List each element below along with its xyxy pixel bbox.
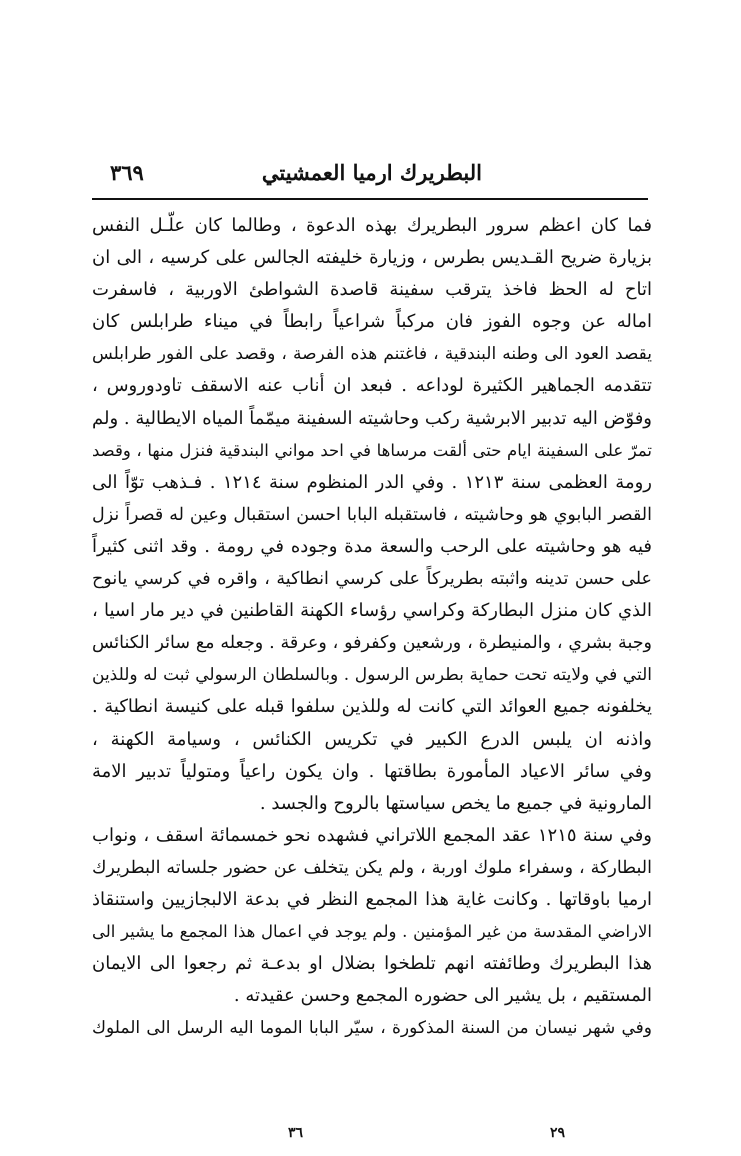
text-line: واذنه ان يلبس الدرع الكبير في تكريس الكنائس ، وسيامة الكهنة ، [92,728,652,750]
text-line: التي في ولايته تحت حماية بطرس الرسول . وبالسلطان الرسولي ثبت له وللذين [92,665,652,686]
text-line: فما كان اعظم سرور البطريرك بهذه الدعوة ، وطالما كان علّـل النفس [92,215,652,236]
text-line: المستقيم ، بل يشير الى حضوره المجمع وحسن عقيدته . [233,985,652,1007]
text-line: وفي سنة ١٢١٥ عقد المجمع اللاتراني فشهده نحو خمسمائة اسقف ، ونواب [92,824,652,846]
page-header [92,160,652,192]
text-line: بزيارة ضريح القـديس بطرس ، وزيارة خليفته الجالس على كرسيه ، الى ان [92,247,652,269]
text-line: يقصد العود الى وطنه البندقية ، فاغتنم هذه الفرصة ، وقصد على الفور طرابلس [92,344,652,365]
text-line: الاراضي المقدسة من غير المؤمنين . ولم يوجد في اعمال هذا المجمع ما يشير الى [92,922,652,942]
text-line: ارميا باوقاتها . وكانت غاية هذا المجمع النظر في بدعة الالبجازيين واستنقاذ [92,888,652,910]
header-rule [92,198,648,200]
text-line: فيه هو وحاشيته على الرحب والسعة مدة وجوده في رومة . وقد اثنى كثيراً [92,535,652,557]
paragraph-3 [92,1012,652,1044]
text-line: رومة العظمى سنة ١٢١٣ . وفي الدر المنظوم سنة ١٢١٤ . فـذهب توّاً الى [92,471,652,493]
footer-mark-right: ٢٩ [550,1125,566,1141]
paragraph-1 [92,210,652,820]
text-line: وفوّض اليه تدبير الابرشية ركب وحاشيته السفينة ميمّماً المياه الايطالية . ولم [92,407,652,429]
body-text [92,210,652,1044]
text-line: هذا البطريرك وطائفته انهم تلطخوا بضلال او بدعـة ثم رجعوا الى الايمان [92,953,652,975]
text-line: المارونية في جميع ما يخص سياستها بالروح والجسد . [259,792,652,814]
text-line: وجبة بشري ، والمنيطرة ، ورشعين وكفرفو ، وعرقة . وجعله مع سائر الكنائس [92,633,652,654]
text-line: وفي شهر نيسان من السنة المذكورة ، سيّر البابا الموما اليه الرسل الى الملوك [92,1018,652,1039]
text-line: القصر البابوي هو وحاشيته ، فاستقبله البابا احسن استقبال وعين له قصراً نزل [92,504,652,525]
text-line: الذي كان منزل البطاركة وكراسي رؤساء الكهنة القاطنين في دير مار اسيا ، [92,600,652,622]
footer-mark-left: ٣٦ [288,1125,304,1141]
text-line: اماله عن وجوه الفوز فان مركباً شراعياً رابطاً في ميناء طرابلس كان [92,311,652,333]
page-number: ٣٦٩ [110,160,144,185]
text-line: تمرّ على السفينة ايام حتى ألقت مرساها في احد مواني البندقية فنزل منها ، وقصد [92,440,652,460]
text-line: على حسن تدينه واثبته بطريركاً على كرسي انطاكية ، واقره في كرسي يانوح [92,569,652,590]
text-line: اتاح له الحظ فاخذ يترقب سفينة قاصدة الشواطئ الاوربية ، فاسفرت [92,279,652,301]
text-line: وفي سائر الاعياد المأمورة بطاقتها . وان يكون راعياً ومتولياً تدبير الامة [92,760,652,782]
text-line: يخلفونه جميع العوائد التي كانت له وللذين سلفوا قبله على كنيسة انطاكية . [92,696,652,718]
running-title: البطريرك ارميا العمشيتي [261,160,482,185]
paragraph-2 [92,820,652,1013]
text-line: تتقدمه الجماهير الكثيرة لوداعه . فبعد ان أناب عنه الاسقف تاودوروس ، [92,375,652,397]
text-line: البطاركة ، وسفراء ملوك اوربة ، ولم يكن يتخلف عن حضور جلساته البطريرك [92,857,652,878]
